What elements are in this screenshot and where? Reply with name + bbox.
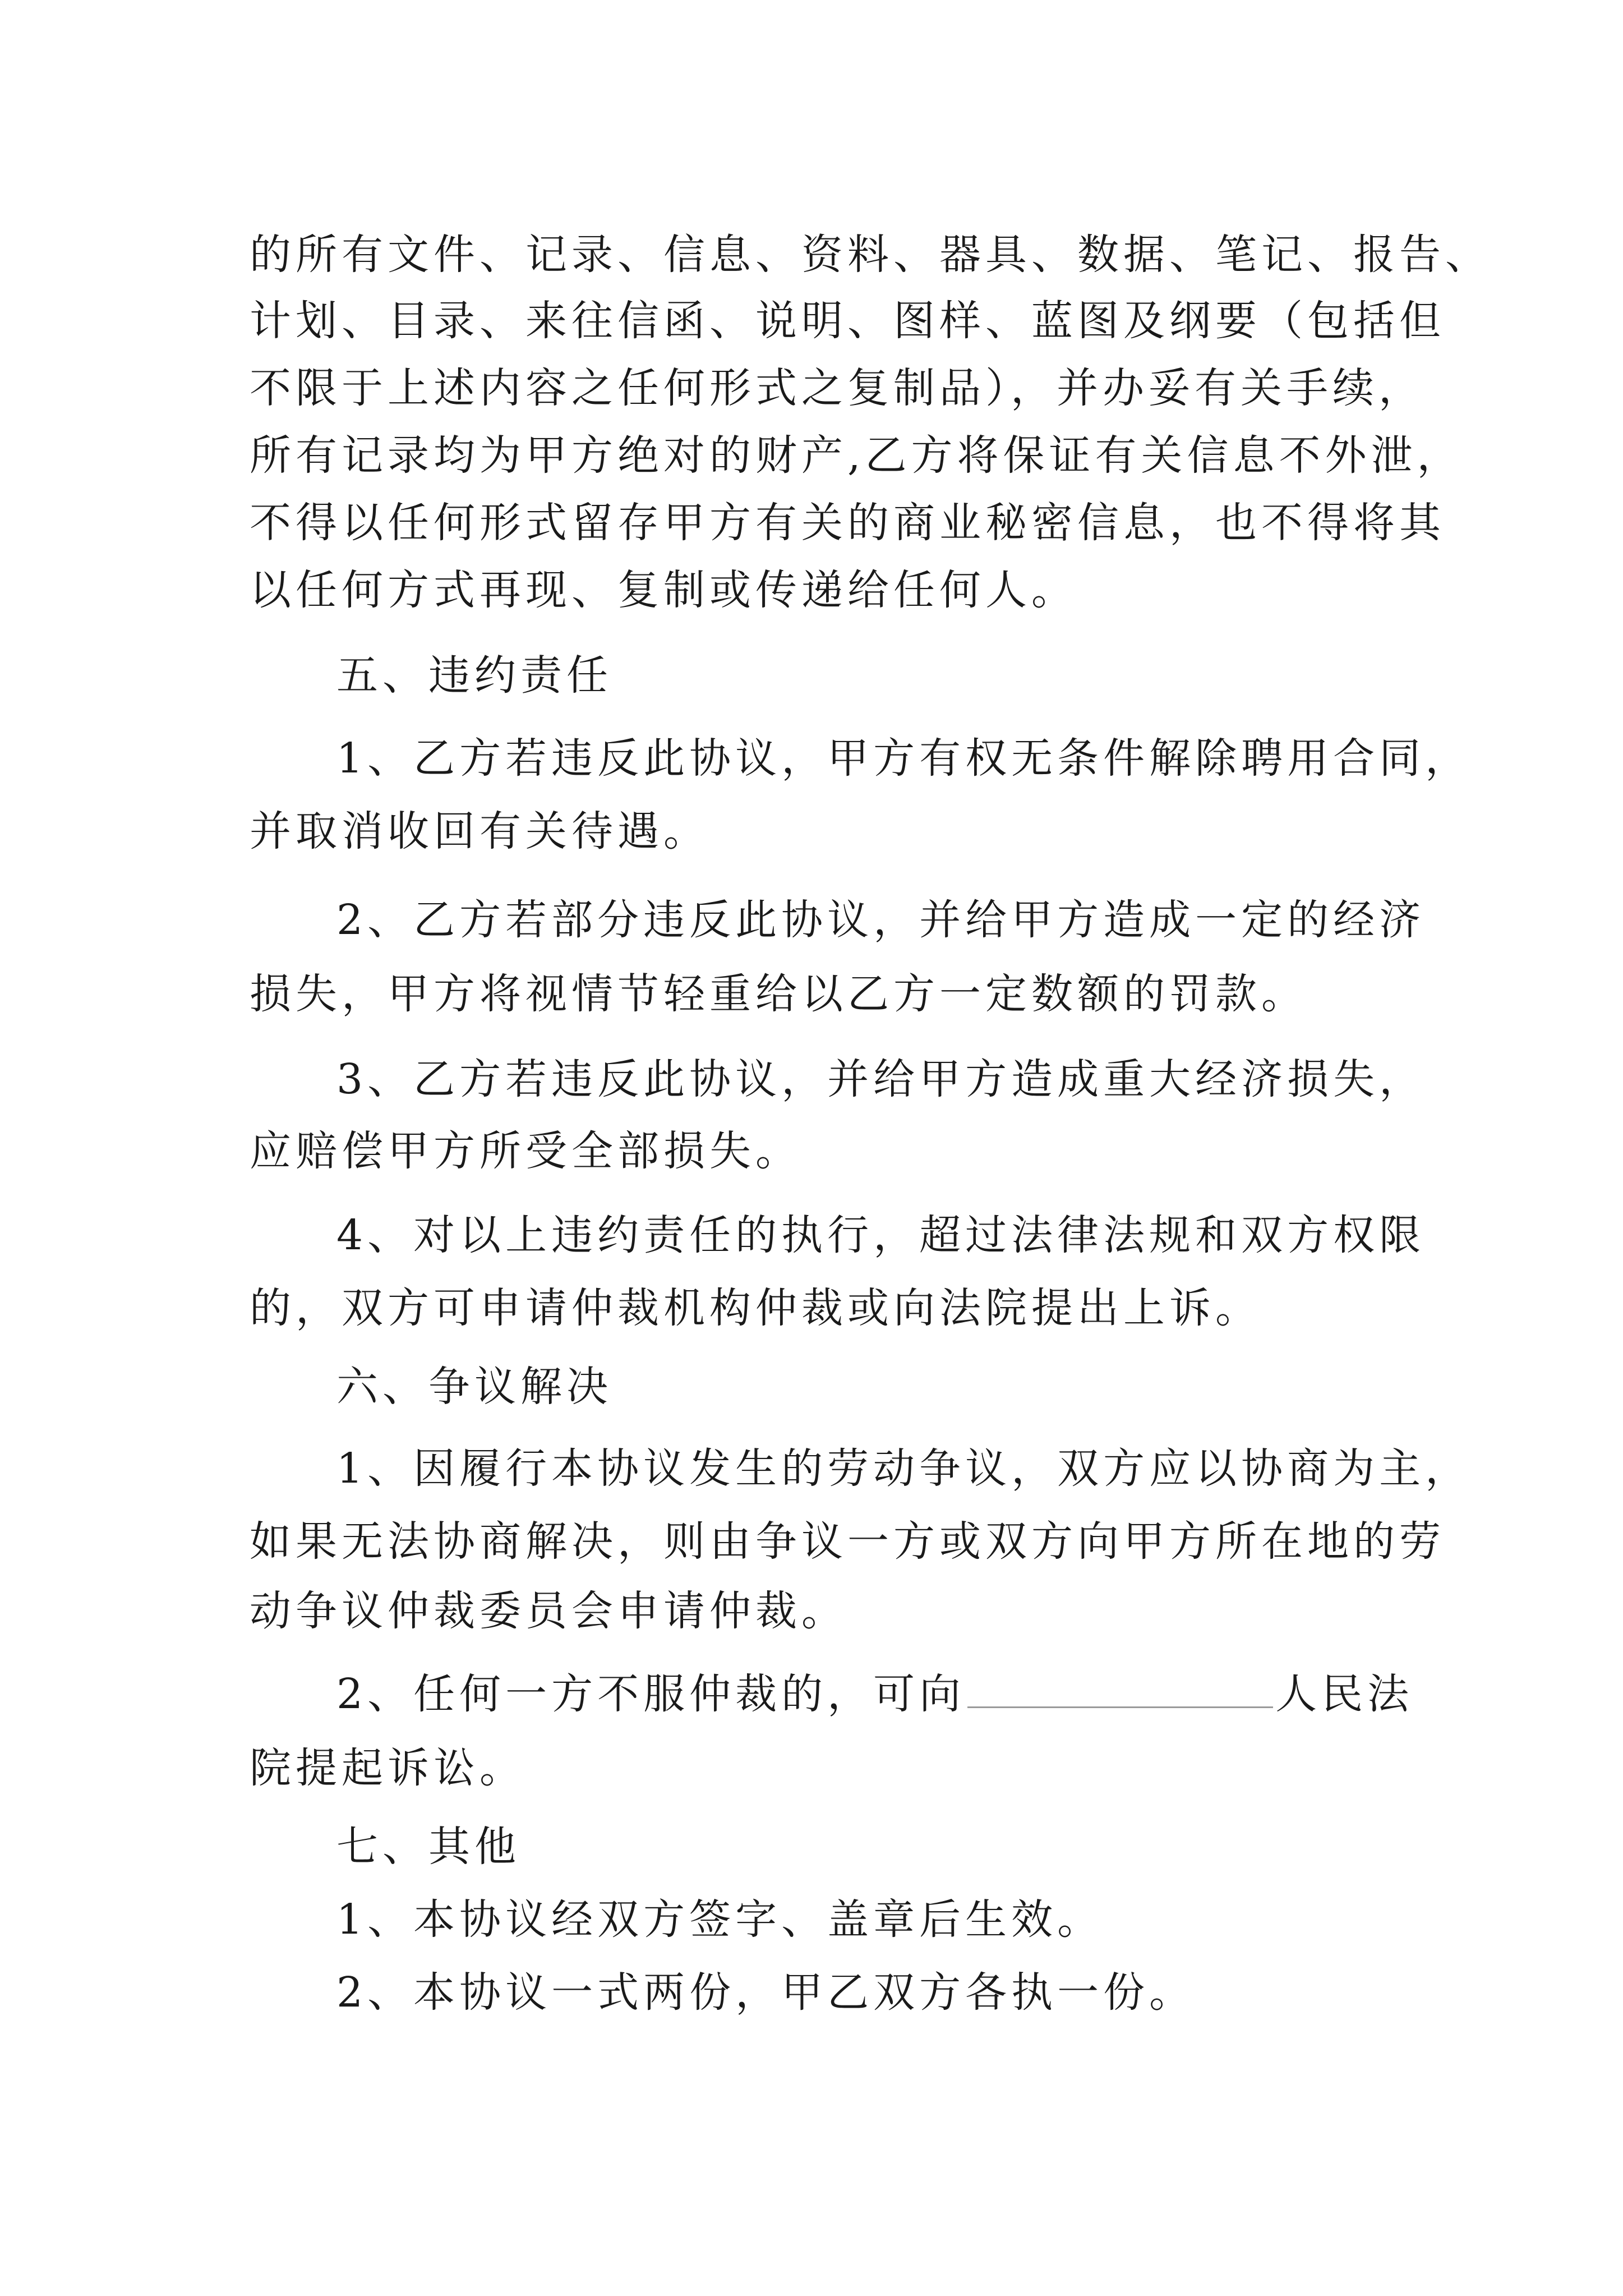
section-heading: 七、其他 — [336, 1823, 520, 1871]
court-name-blank[interactable] — [967, 1667, 1273, 1708]
clause-line: 损失，甲方将视情节轻重给以乙方一定数额的罚款。 — [250, 970, 1307, 1018]
body-line: 所有记录均为甲方绝对的财产,乙方将保证有关信息不外泄， — [250, 431, 1463, 480]
clause-line: 应赔偿甲方所受全部损失。 — [250, 1127, 801, 1175]
clause-line: 动争议仲裁委员会申请仲裁。 — [250, 1587, 847, 1635]
clause-line-with-blank — [336, 1665, 1413, 1723]
clause-line: 4、对以上违约责任的执行，超过法律法规和双方权限 — [336, 1211, 1426, 1259]
section-heading: 五、违约责任 — [336, 651, 612, 700]
section-heading: 六、争议解决 — [336, 1363, 612, 1411]
body-line: 计划、目录、来往信函、说明、图样、蓝图及纲要（包括但 — [250, 297, 1445, 345]
body-line: 的所有文件、记录、信息、资料、器具、数据、笔记、报告、 — [250, 231, 1491, 279]
clause-text-after-blank: 人民法 — [1275, 1670, 1414, 1718]
body-line: 以任何方式再现、复制或传递给任何人。 — [250, 566, 1077, 614]
clause-line: 如果无法协商解决，则由争议一方或双方向甲方所在地的劳 — [250, 1517, 1445, 1566]
clause-line: 并取消收回有关待遇。 — [250, 807, 709, 855]
clause-line: 2、乙方若部分违反此协议，并给甲方造成一定的经济 — [336, 896, 1426, 944]
clause-line: 3、乙方若违反此协议，并给甲方造成重大经济损失， — [336, 1055, 1426, 1103]
clause-line: 的，双方可申请仲裁机构仲裁或向法院提出上诉。 — [250, 1284, 1261, 1332]
clause-line: 院提起诉讼。 — [250, 1744, 525, 1792]
clause-line: 2、本协议一式两份，甲乙双方各执一份。 — [336, 1968, 1196, 2017]
clause-line: 1、乙方若违反此协议，甲方有权无条件解除聘用合同， — [336, 734, 1472, 783]
clause-line: 1、本协议经双方签字、盖章后生效。 — [336, 1895, 1104, 1944]
clause-line: 1、因履行本协议发生的劳动争议，双方应以协商为主， — [336, 1444, 1472, 1493]
body-line: 不得以任何形式留存甲方有关的商业秘密信息，也不得将其 — [250, 499, 1445, 547]
body-line: 不限于上述内容之任何形式之复制品），并办妥有关手续， — [250, 364, 1424, 412]
clause-text-before-blank: 2、任何一方不服仲裁的，可向 — [336, 1670, 966, 1718]
